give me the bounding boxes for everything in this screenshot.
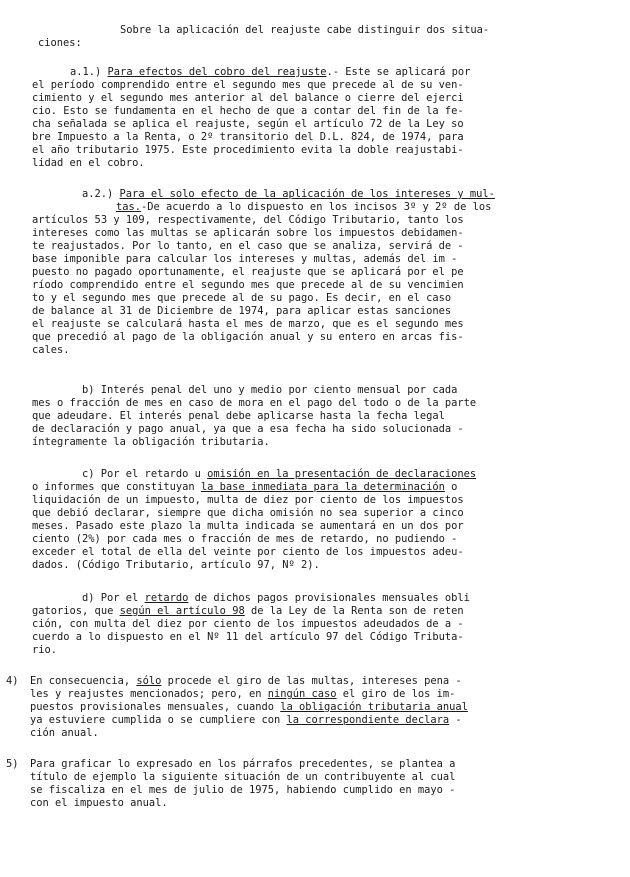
- a1-heading: Para efectos del cobro del reajuste: [107, 66, 327, 78]
- a1-line-2: el período comprendido entre el segundo mes que precede al de su ven-: [32, 79, 464, 91]
- c-line-6: ciento (2%) por cada mes o fracción de mes de retardo, no pudiendo -: [32, 533, 458, 545]
- c-line-7: exceder el total de ella del veinte por ciento de los impuestos adeu-: [32, 546, 464, 558]
- a1-line-7: el año tributario 1975. Este procedimiento evita la doble reajustabi-: [32, 144, 464, 156]
- c-line-2-post: o: [444, 481, 458, 493]
- paragraph-4-number: 4): [6, 675, 19, 687]
- c-label: c): [82, 468, 95, 480]
- section-b: [32, 384, 476, 449]
- p4-line-4-underlined: la correspondiente declara: [286, 714, 450, 726]
- a2-line-6: puesto no pagado oportunamente, el reajuste que se aplicará por el pe: [32, 266, 464, 278]
- d-line-1-post: de dichos pagos provisionales mensuales obli: [188, 592, 470, 604]
- p4-line-3-pre: puestos provisionales mensuales, cuando: [30, 701, 281, 713]
- b-line-1: [32, 384, 476, 397]
- p5-line-2: título de ejemplo la siguiente situación de un contribuyente al cual: [30, 771, 456, 783]
- section-a2: [32, 188, 495, 357]
- intro-line-2: ciones:: [38, 37, 82, 49]
- d-line-2: [32, 605, 470, 618]
- a1-line-6: bre Impuesto a la Renta, o 2º transitorio del D.L. 824, de 1974, para: [32, 131, 464, 143]
- a1-line-4: cio. Esto se fundamenta en el hecho de que a contar del fin de la fe-: [32, 105, 464, 117]
- a2-heading-line: [32, 188, 495, 201]
- p4-line-1-underlined: sólo: [136, 675, 162, 687]
- b-line-1-text: Interés penal del uno y medio por ciento mensual por cada: [94, 384, 458, 396]
- a1-label: a.1.): [70, 66, 102, 78]
- c-line-2: [32, 481, 476, 494]
- p4-line-1-post: procede el giro de las multas, intereses pena -: [161, 675, 462, 687]
- a2-line-3: intereses como las multas se aplicarán sobre los impuestos debidamen-: [32, 227, 464, 239]
- c-line-3: liquidación de un impuesto, multa de diez por ciento de los impuestos: [32, 494, 464, 506]
- p4-line-3: [30, 701, 468, 714]
- p4-line-2-underlined: ningún caso: [267, 688, 337, 700]
- p4-line-2-pre: les y reajustes mencionados; pero, en: [30, 688, 268, 700]
- a2-line-5: base imponible para calcular los intereses y multas, además del im -: [32, 253, 458, 265]
- intro-paragraph: [38, 24, 489, 50]
- p4-line-5: ción anual.: [30, 727, 99, 739]
- p4-line-4-pre: ya estuviere cumplida o se cumpliere con: [30, 714, 287, 726]
- b-line-3: que adeudare. El interés penal debe aplicarse hasta la fecha legal: [32, 410, 445, 422]
- c-line-1-underlined: omisión en la presentación de declaraciones: [207, 468, 477, 480]
- d-line-2-underlined: según el artículo 98: [119, 605, 245, 617]
- b-line-5: íntegramente la obligación tributaria.: [32, 436, 270, 448]
- a1-line-8: lidad en el cobro.: [32, 157, 145, 169]
- a2-line-8: to y el segundo mes que precede al de su pago. Es decir, en el caso: [32, 292, 452, 304]
- c-line-8: dados. (Código Tributario, artículo 97, Nº 2).: [32, 559, 320, 571]
- a2-line-9: de balance al 31 de Diciembre de 1974, para aplicar estas sanciones: [32, 305, 452, 317]
- p4-line-2: [30, 688, 468, 701]
- paragraph-4: [30, 675, 468, 740]
- a2-line-7: ríodo comprendido entre el segundo mes que precede al de su vencimien: [32, 279, 464, 291]
- p4-line-1-pre: En consecuencia,: [30, 675, 137, 687]
- p4-line-2-post: el giro de los im-: [336, 688, 456, 700]
- d-line-4: cuerdo a lo dispuesto en el Nº 11 del artículo 97 del Código Tributa-: [32, 631, 464, 643]
- d-line-2-post: de la Ley de la Renta son de reten: [244, 605, 464, 617]
- c-line-1: [32, 468, 476, 481]
- paragraph-5: [30, 758, 455, 810]
- a2-heading-1: Para el solo efecto de la aplicación de los intereses y mul-: [119, 188, 495, 200]
- a1-line-3: cimiento y el segundo mes anterior al del balance o cierre del ejerci: [32, 92, 464, 104]
- c-line-2-pre: o informes que constituyan: [32, 481, 201, 493]
- c-line-5: meses. Pasado este plazo la multa indicada se aumentará en un dos por: [32, 520, 464, 532]
- p4-line-4: [30, 714, 468, 727]
- section-c: [32, 468, 476, 572]
- p4-line-1: [30, 675, 468, 688]
- c-line-2-underlined: la base inmediata para la determinación: [200, 481, 445, 493]
- intro-line-1: Sobre la aplicación del reajuste cabe distinguir dos situa-: [120, 24, 490, 36]
- c-line-1-pre: Por el retardo u: [94, 468, 208, 480]
- p5-line-3: se fiscaliza en el mes de julio de 1975, habiendo cumplido en mayo -: [30, 784, 456, 796]
- a1-heading-line: [32, 66, 470, 79]
- section-d: [32, 592, 470, 657]
- b-label: b): [82, 384, 95, 396]
- p4-line-4-post: -: [449, 714, 462, 726]
- a2-line-2: artículos 53 y 109, respectivamente, del Código Tributario, tanto los: [32, 214, 464, 226]
- d-line-1-underlined: retardo: [144, 592, 189, 604]
- a1-line-1: .-: [326, 66, 340, 78]
- a2-line-1-text: -De acuerdo a lo dispuesto en los incisos 3º y 2º de los: [141, 201, 492, 213]
- paragraph-5-number: 5): [6, 758, 19, 770]
- a2-line-1: [32, 201, 495, 214]
- c-line-4: que debió declarar, siempre que dicha omisión no sea superior a cinco: [32, 507, 464, 519]
- d-label: d): [82, 592, 95, 604]
- section-a1: [32, 66, 470, 170]
- a2-line-12: cales.: [32, 344, 70, 356]
- a1-line-5: cha señalada se aplica el reajuste, según el artículo 72 de la Ley so: [32, 118, 464, 130]
- p4-line-3-underlined: la obligación tributaria anual: [280, 701, 468, 713]
- a2-line-10: el reajuste se calculará hasta el mes de marzo, que es el segundo mes: [32, 318, 464, 330]
- d-line-2-pre: gatorios, que: [32, 605, 120, 617]
- p5-line-4: con el impuesto anual.: [30, 797, 168, 809]
- b-line-4: de declaración y pago anual, ya que a esa fecha ha sido solucionada -: [32, 423, 464, 435]
- a2-heading-2: tas.: [116, 201, 142, 213]
- p5-line-1: Para graficar lo expresado en los párrafos precedentes, se plantea a: [30, 758, 456, 770]
- d-line-1-pre: Por el: [94, 592, 145, 604]
- a2-line-11: que precedió al pago de la obligación anual y su entero en arcas fis-: [32, 331, 464, 343]
- d-line-3: ción, con multa del diez por ciento de los impuestos adeudados de a -: [32, 618, 464, 630]
- a2-label: a.2.): [82, 188, 114, 200]
- d-line-1: [32, 592, 470, 605]
- b-line-2: mes o fracción de mes en caso de mora en el pago del todo o de la parte: [32, 397, 477, 409]
- a1-line-1-text: Este se aplicará por: [339, 66, 471, 78]
- d-line-5: rio.: [32, 644, 58, 656]
- a2-line-4: te reajustados. Por lo tanto, en el caso que se analiza, servirá de -: [32, 240, 464, 252]
